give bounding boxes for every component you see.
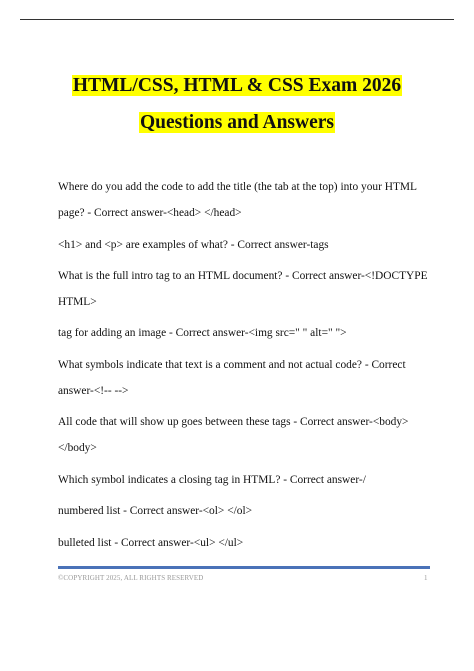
header-rule [20, 19, 454, 20]
document-title [0, 74, 474, 98]
qa-line: </body> [58, 442, 97, 454]
qa-line: What is the full intro tag to an HTML document? - Correct answer-<!DOCTYPE [58, 270, 428, 282]
footer-rule [58, 566, 430, 569]
qa-line: numbered list - Correct answer-<ol> </ol> [58, 505, 253, 517]
title-line-2: Questions and Answers [140, 112, 334, 133]
qa-line: Where do you add the code to add the title (the tab at the top) into your HTML [58, 181, 418, 193]
qa-line: Which symbol indicates a closing tag in HTML? - Correct answer-/ [58, 474, 366, 486]
qa-line: bulleted list - Correct answer-<ul> </ul> [58, 537, 244, 549]
qa-line: HTML> [58, 296, 97, 308]
qa-line: What symbols indicate that text is a comment and not actual code? - Correct [58, 359, 406, 371]
qa-line: <h1> and <p> are examples of what? - Correct answer-tags [58, 239, 329, 251]
qa-line: page? - Correct answer-<head> </head> [58, 207, 242, 219]
qa-line: tag for adding an image - Correct answer-<img src=" " alt=" "> [58, 327, 347, 339]
title-line-1: HTML/CSS, HTML & CSS Exam 2026 [72, 75, 402, 96]
qa-line: answer-<!-- --> [58, 385, 129, 397]
page-number: 1 [424, 574, 428, 582]
footer-copyright: ©COPYRIGHT 2025, ALL RIGHTS RESERVED [58, 574, 204, 582]
qa-line: All code that will show up goes between these tags - Correct answer-<body> [58, 416, 409, 428]
document-subtitle [0, 111, 474, 135]
